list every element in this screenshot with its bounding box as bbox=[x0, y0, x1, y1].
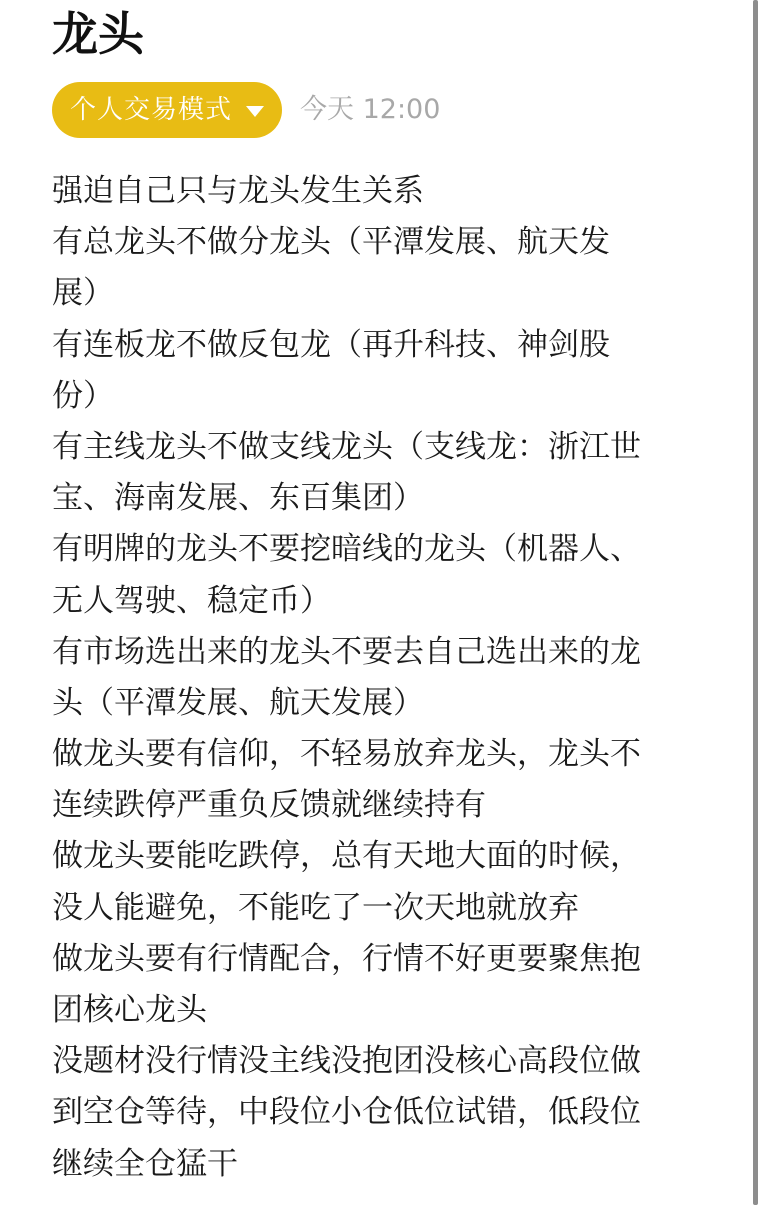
note-body-line: 有连板龙不做反包龙（再升科技、神剑股 bbox=[52, 326, 610, 363]
note-timestamp: 今天 12:00 bbox=[300, 94, 441, 125]
note-body-line: 没题材没行情没主线没抱团没核心高段位做 bbox=[52, 1043, 641, 1080]
note-body-line: 份） bbox=[52, 377, 114, 414]
caret-down-icon bbox=[246, 106, 264, 117]
note-body-line: 连续跌停严重负反馈就继续持有 bbox=[52, 787, 486, 824]
mode-label: 个人交易模式 bbox=[70, 95, 233, 125]
note-body-line: 无人驾驶、稳定币） bbox=[52, 582, 331, 619]
note-body-line: 有主线龙头不做支线龙头（支线龙：浙江世 bbox=[52, 428, 641, 465]
note-body-line: 有总龙头不做分龙头（平潭发展、航天发 bbox=[52, 224, 610, 261]
note-body-line: 有明牌的龙头不要挖暗线的龙头（机器人、 bbox=[52, 531, 641, 568]
note-body-line: 没人能避免，不能吃了一次天地就放弃 bbox=[52, 889, 579, 926]
note-meta-row bbox=[52, 82, 440, 138]
note-body-line: 做龙头要有行情配合，行情不好更要聚焦抱 bbox=[52, 940, 641, 977]
note-body-line: 展） bbox=[52, 275, 114, 312]
note-body-line: 团核心龙头 bbox=[52, 992, 207, 1028]
note-body-line: 强迫自己只与龙头发生关系 bbox=[52, 173, 424, 209]
note-body-line: 做龙头要能吃跌停，总有天地大面的时候， bbox=[52, 838, 641, 875]
note-body-line: 有市场选出来的龙头不要去自己选出来的龙 bbox=[52, 633, 641, 670]
mode-selector-button[interactable] bbox=[52, 82, 282, 138]
scrollbar[interactable] bbox=[753, 0, 758, 1205]
note-body-line: 到空仓等待，中段位小仓低位试错，低段位 bbox=[52, 1094, 641, 1131]
note-body-line: 宝、海南发展、东百集团） bbox=[52, 480, 424, 517]
note-body-line: 头（平潭发展、航天发展） bbox=[52, 684, 424, 721]
note-body-line: 做龙头要有信仰，不轻易放弃龙头，龙头不 bbox=[52, 736, 641, 773]
note-title[interactable]: 龙头 bbox=[52, 7, 144, 61]
note-body[interactable] bbox=[52, 166, 700, 1190]
note-body-line: 继续全仓猛干 bbox=[52, 1145, 238, 1182]
